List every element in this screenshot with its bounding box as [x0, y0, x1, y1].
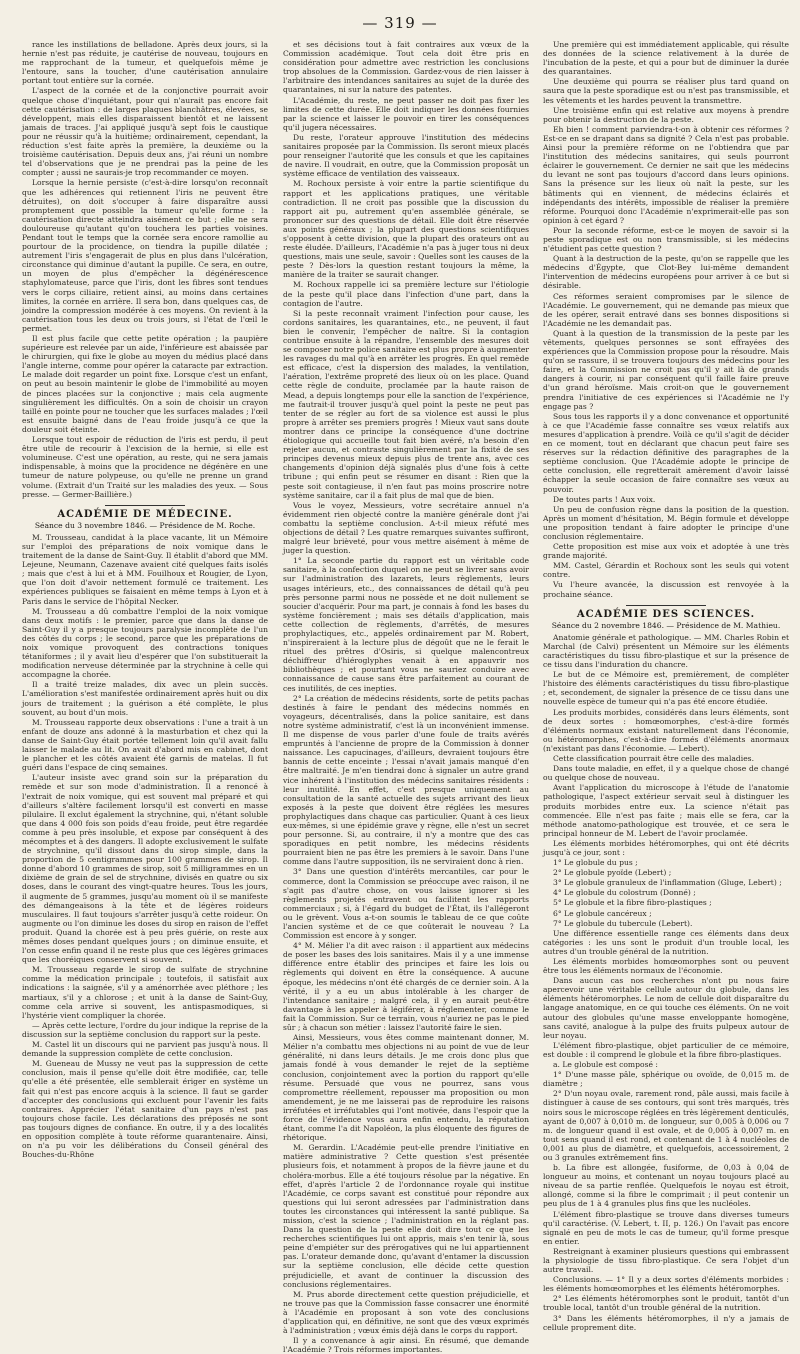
column-2 [283, 40, 529, 1354]
paragraph: M. Rochoux rappelle ici sa première lecture sur l'étiologie de la peste qu'il place dans l'infection d'une part, dans la contagion de l'autre. [283, 280, 529, 308]
list-item: 4° Le globule du colostrum (Donné) ; [553, 888, 696, 898]
paragraph: M. Trousseau a dû combattre l'emploi de la noix vomique dans deux motifs : le premier, parce que dans la danse de Saint-Guy il y a presque toujours paralysie incomplète de l'un des côtés du corps ; le second, parce que les préparations de noix vomique provoquent des contractions toniques tétaniformes ; il y avait lieu d'espérer que l'on substituerait la modification nerveuse déterminée par la strychnine à celle qui accompagne la chorée. [22, 606, 268, 680]
column-1 [22, 40, 268, 1160]
paragraph: L'Académie, du reste, ne peut passer ne doit pas fixer les limites de cette durée. Elle doit indiquer les données fournies par la science et laisser le pouvoir en tirer les conséquences qu'il jugera nécessaires. [283, 95, 529, 132]
paragraph: De toutes parts ! Aux voix. [553, 494, 656, 504]
paragraph: Du reste, l'orateur approuve l'institution des médecins sanitaires proposée par la Commission. Ils seront mieux placés pour renseigner l'autorité que les consuls et que les capitaines de navire. Il voudrait, en outre, que la Commission proposât un système efficace de ventilation des vaisseaux. [283, 132, 529, 179]
paragraph: Vu l'heure avancée, la discussion est renvoyée à la prochaine séance. [543, 580, 789, 599]
paragraph: Cette proposition est mise aux voix et adoptée à une très grande majorité. [543, 542, 789, 561]
paragraph: Les éléments morbides homœomorphes sont ou peuvent être tous les éléments normaux de l'économie. [543, 957, 789, 976]
list-item: 7° Le globule du tubercule (Lebert). [553, 918, 693, 928]
paragraph: Quant à la destruction de la peste, qu'on se rappelle que les médecins d'Égypte, que Clot-Bey lui-même demandent l'intervention de médecins européens pour arriver à ce but si désirable. [543, 254, 789, 291]
paragraph: Il est plus facile que cette petite opération ; la paupière supérieure est relevée par un aide, l'inférieure est abaissée par le chirurgien, qui fixe le globe au moyen du médius placé dans l'angle interne, comme pour opérer la cataracte par extraction. Le malade doit regarder un point fixe. Lorsque c'est un enfant, on peut au besoin maintenir le globe de l'immobilité au moyen de pinces placées sur la conjonctive ; mais cela augmente singulièrement les difficultés. On a soin de choisir un crayon taillé en pointe pour ne toucher que les surfaces malades ; l'œil est ensuite baigné dans de l'eau froide jusqu'à ce que la douleur soit éteinte. [22, 334, 268, 434]
paragraph: Vous le voyez, Messieurs, votre secrétaire annuel n'a évidemment rien objecté contre la manière générale dont j'ai combattu la septième conclusion. A-t-il mieux réfuté mes objections de détail ? Les quatre remarques suivantes suffiront, malgré leur brièveté, pour vous mettre aisément à même de juger la question. [283, 500, 529, 556]
paragraph: M. Prus aborde directement cette question préjudicielle, et ne trouve pas que la Commission fasse consacrer une énormité à l'Académie en proposant à son vote des conclusions d'application qui, en définitive, ne sont que des vœux exprimés à l'administration ; vœux émis déjà dans le corps du rapport. [283, 1289, 529, 1336]
paragraph: 1° D'une masse pâle, sphérique ou ovoïde, de 0,015 m. de diamètre ; [543, 1070, 789, 1089]
paragraph: 4° M. Mélier l'a dit avec raison : il appartient aux médecins de poser les bases des lois sanitaires. Mais il y a une immense différence entre établir des principes et faire les lois ou règlements qui doivent en être la conséquence. A aucune époque, les médecins n'ont été chargés de ce dernier soin. A la vérité, il y a eu un abus intolérable à les charger de l'intendance sanitaire ; malgré cela, il y en aurait peut-être davantage à les appeler à légiférer, à réglementer, comme le fait la Commission. Sur ce terrain, vous n'auriez ne pas le pied sûr ; à chacun son métier : laissez l'autorité faire le sien. [283, 941, 529, 1033]
paragraph: Une deuxième qui pourra se réaliser plus tard quand on saura que la peste sporadique est ou n'est pas transmissible, et les vêtements et les hardes peuvent la transmettre. [543, 77, 789, 105]
paragraph: Ces réformes seraient compromises par le silence de l'Académie. Le gouvernement, qui ne demande pas mieux que de les opérer, serait entravé dans ses bonnes dispositions si l'Académie ne les demandait pas. [543, 291, 789, 328]
paragraph: MM. Castel, Gérardin et Rochoux sont les seuls qui votent contre. [543, 561, 789, 580]
paragraph: Les éléments morbides hétéromorphes, qui ont été décrits jusqu'à ce jour, sont : [543, 838, 789, 857]
paragraph: Une troisième enfin qui est relative aux moyens à prendre pour obtenir la destruction de la peste. [543, 105, 789, 124]
paragraph: Un peu de confusion règne dans la position de la question. Après un moment d'hésitation, M. Bégin formule et développe une proposition tendant à faire adopter le principe d'une conclusion réglementaire. [543, 504, 789, 541]
paragraph: Dans aucun cas nos recherches n'ont pu nous faire apercevoir une véritable cellule autour du globule, dans les éléments hétéromorphes. Le nom de cellule doit disparaître du langage anatomique, en ce qui touche ces éléments. On ne voit autour des globules qu'une masse enveloppante homogène, sans cavité, analogue à la pulpe des fruits pulpeux autour de leur noyau. [543, 976, 789, 1040]
paragraph: Lorsque tout espoir de réduction de l'iris est perdu, il peut être utile de recourir à l'excision de la hernie, si elle est volumineuse. C'est une opération, au reste, qui ne sera jamais indispensable, à moins que la procidence ne dégénère en une tumeur de nature polypeuse, ou qu'elle ne prenne un grand volume. (Extrait d'un Traité sur les maladies des yeux. — Sous presse. — Germer-Baillière.) [22, 435, 268, 499]
paragraph: 3° Dans les éléments hétéromorphes, il n'y a jamais de cellule proprement dite. [543, 1313, 789, 1332]
paragraph: Il y a convenance à agir ainsi. En résumé, que demande l'Académie ? Trois réformes importantes. [283, 1336, 529, 1354]
paragraph: Une première qui est immédiatement applicable, qui résulte des données de la science relativement à la durée de l'incubation de la peste, et qui a pour but de diminuer la durée des quarantaines. [543, 40, 789, 77]
list-item: 3° Le globule granuleux de l'inflammation (Gluge, Lebert) ; [553, 878, 782, 888]
paragraph: Les produits morbides, considérés dans leurs éléments, sont de deux sortes : homœomorphes, c'est-à-dire formés d'éléments normaux existant naturellement dans l'économie, ou hétéromorphes, c'est-à-dire formés d'éléments anormaux (n'existant pas dans l'économie. — Lebert). [543, 707, 789, 753]
session-line: Séance du 3 novembre 1846. — Présidence de M. Roche. [34, 520, 256, 530]
paragraph: L'élément fibro-plastique, objet particulier de ce mémoire, est double : il comprend le globule et la fibre fibro-plastiques. [543, 1040, 789, 1059]
paragraph: M. Gueneau de Mussy ne veut pas la suppression de cette conclusion, mais il pense qu'elle doit être modifiée, car, telle qu'elle a été présentée, elle semblerait ériger en système un fait qui n'est pas encore acquis à la science. Il faut se garder d'accepter des conclusions qui excluent pour l'avenir les faits contraires. Apprécier l'état sanitaire d'un pays n'est pas toujours chose facile. Les déclarations des préposés ne sont pas toujours dignes de confiance. En outre, il y a des localités en opposition complète à toute réforme quarantenaire. Ainsi, on n'a pu voir les délibérations du Conseil général des Bouches-du-Rhône [22, 1059, 268, 1160]
paragraph: M. Castel lit un discours qui ne parvient pas jusqu'à nous. Il demande la suppression complète de cette conclusion. [22, 1040, 268, 1059]
paragraph: Avant l'application du microscope à l'étude de l'anatomie pathologique, l'aspect extérieur servait seul à distinguer les produits morbides entre eux. La science n'était pas commencée. Elle n'est pas faite ; mais elle se fera, car la méthode anatomo-pathologique est trouvée, et ce sera le principal honneur de M. Lebert de l'avoir proclamée. [543, 783, 789, 838]
section-divider [626, 605, 706, 606]
paragraph: Quant à la question de la transmission de la peste par les vêtements, quelques personnes se sont effrayées des expériences que la Commission propose pour la résoudre. Mais qu'on se rassure, il se trouvera toujours des médecins pour les faire, et la Commission ne croit pas qu'il y ait là de grands dangers à courir, ni par conséquent qu'il faille faire preuve d'un grand héroïsme. Mais croit-on que le gouvernement prendra l'initiative de ces expériences si l'Académie ne l'y engage pas ? [543, 328, 789, 411]
paragraph: M. Gerardin. L'Académie peut-elle prendre l'initiative en matière administrative ? Cette question s'est présentée plusieurs fois, et notamment à propos de la fièvre jaune et du choléra-morbus. Elle a été toujours résolue par la négative. En effet, d'après l'article 2 de l'ordonnance royale qui institue l'Académie, ce corps savant est constitué pour répondre aux questions qui lui seront adressées par l'administration dans toutes les circonstances qui intéressent la santé publique. Sa mission, c'est la science ; l'administration en la réglant pas. Dans la question de la peste elle doit dire tout ce que les recherches scientifiques lui ont appris, mais s'en tenir là, sous peine d'empiéter sur des prérogatives qui ne lui appartiennent pas. L'orateur demande donc, qu'avant d'entamer la discussion sur la septième conclusion, elle décide cette question préjudicielle, et avant de continuer la discussion des conclusions réglementaires. [283, 1143, 529, 1289]
paragraph: L'élément fibro-plastique se trouve dans diverses tumeurs qu'il caractérise. (V. Lebert, t. II, p. 126.) On l'avait pas encore signalé en peu de mots le cas de tumeur, qu'il forme presque en entier. [543, 1209, 789, 1246]
paragraph: Pour la seconde réforme, est-ce le moyen de savoir si la peste sporadique est ou non transmissible, si les médecins n'étudient pas cette question ? [543, 225, 789, 254]
session-line: Séance du 2 novembre 1846. — Présidence de M. Mathieu. [551, 620, 781, 630]
paragraph: 2° La création de médecins résidents, sorte de petits pachas destinés à faire le pendant des médecins nommés en voyageurs, décentralisés, dans la police sanitaire, est dans notre système administratif, c'est là un inconvénient immense. Il me dispense de vous parler d'une foule de traits avérés empruntés à l'ancienne de propre de la Commission à donner naissance. Les capucinages, d'ailleurs, devraient toujours être bannis de cette enceinte ; l'essai n'avait jamais manqué d'en être maltraité. Je m'en tiendrai donc à signaler un autre grand vice inhérent à l'institution des médecins sanitaires résidents : leur inutilité. En effet, c'est presque uniquement au consultation de la santé actuelle des sujets arrivant des lieux exposés à la peste que doivent être réglées les mesures prophylactiques dans chaque cas particulier. Quant à ces lieux eux-mêmes, si une épidémie grave y règne, elle n'est un secret pour personne. Si, au contraire, il n'y a montre que des cas sporadiques en petit nombre, les médecins résidents pourraient bien ne pas être les premiers à le savoir. Dans l'une comme dans l'autre supposition, ils ne serviraient donc à rien. [283, 693, 529, 867]
paragraph: L'aspect de la cornée et de la conjonctive pourrait avoir quelque chose d'inquiétant, pour qui n'aurait pas encore fait cette cautérisation : de larges plaques blanchâtres, élevées, se développent, mais elles disparaissent bientôt et ne laissent jamais de traces. J'ai appliqué jusqu'à sept fois le caustique pour ne réussir qu'à la huitième; ordinairement, cependant, la réduction s'est faite après la première, la deuxième ou la troisième cautérisation. Depuis deux ans, j'ai réuni un nombre tel d'observations que je ne prendrai pas la peine de les compter ; aussi ne saurais-je trop recommander ce moyen. [22, 86, 268, 178]
paragraph: M. Trousseau regarde le sirop de sulfate de strychnine comme la médication principale ; toutefois, il satisfait aux indications : la saignée, s'il y a aménorrhée avec pléthore ; les martiaux, s'il y a chlorose ; et unit à la danse de Saint-Guy, comme cela arrive si souvent, les antispasmodiques, si l'hystérie vient compliquer la chorée. [22, 965, 268, 1020]
section-heading-academie-medecine: ACADÉMIE DE MÉDECINE. [57, 508, 233, 520]
paragraph: Sous tous les rapports il y a donc convenance et opportunité à ce que l'Académie fasse connaître ses vœux relatifs aux mesures d'application à prendre. Voilà ce qu'il s'agit de décider en ce moment, tout en déclarant que chacun peut faire ses réserves sur la rédaction définitive des paragraphes de la septième conclusion. Que l'Académie adopte le principe de cette conclusion, elle regretterait amèrement d'avoir laissé échapper la seule occasion de faire connaître ses vœux au pouvoir. [543, 411, 789, 494]
page-number: — 319 — [362, 14, 438, 32]
paragraph: — Après cette lecture, l'ordre du jour indique la reprise de la discussion sur la septième conclusion du rapport sur la peste. [22, 1020, 268, 1039]
paragraph: Cette classification pourrait être celle des maladies. [553, 754, 754, 764]
list-item: 5° Le globule et la fibre fibro-plastiques ; [553, 898, 712, 908]
paragraph: b. La fibre est allongée, fusiforme, de 0,03 à 0,04 de longueur au moins, et contenant un noyau toujours placé au niveau de sa partie renflée. Quelquefois le noyau est étroit, allongé, comme si la fibre le comprimait ; il peut contenir un peu plus de 1 à 4 granules plus fins que les nucléoles. [543, 1163, 789, 1209]
paragraph: et ses décisions tout à fait contraires aux vœux de la Commission académique. Tout cela doit être pris en considération pour admettre avec restriction les conclusions trop absolues de la Commission. Gardez-vous de rien laisser à l'arbitraire des intendances sanitaires au sujet de la durée des quarantaines, ni sur la nature des patentes. [283, 40, 529, 95]
list-item: 1° Le globule du pus ; [553, 858, 638, 868]
paragraph: Restreignant à examiner plusieurs questions qui embrassent la physiologie de tissu fibro-plastique. Ce sera l'objet d'un autre travail. [543, 1246, 789, 1275]
paragraph: Si la peste reconnaît vraiment l'infection pour cause, les cordons sanitaires, les quarantaines, etc., ne peuvent, il faut bien le convenir, l'empêcher de naître. Si la contagion contribue ensuite à la répandre, l'ensemble des mesures doit se composer notre police sanitaire est plus propre à augmenter les ravages du mal qu'à en arrêter les progrès. En quel remède est efficace, c'est la dispersion des malades, la ventilation, l'aération, l'extrême propreté des lieux où on les place. Quand cette règle de conduite, proclamée par la haute raison de Mead, a depuis longtemps pour elle la sanction de l'expérience, me fautrait-il trouver jusqu'à quel point la peste ne peut pas tenter de se régler au fort de sa violence est aussi le plus propre à arrêter ses premiers progrès ! Mieux vaut sans doute montrer dans ce principe la conséquence d'une doctrine étiologique qui accueille tout fait bien avéré, n'a besoin d'en rejeter aucun, et contraste singulièrement par la fixité de ses principes devenus mieux depuis plus de trente ans, avec ces changements d'opinion déjà signalés plus d'une fois à cette tribune ; qui enfin peut se résumer en disant : Rien que la peste soit contagieuse, il n'en faut pas moins proscrire notre système sanitaire, car il a fait plus de mal que de bien. [283, 308, 529, 500]
paragraph: 2° Les éléments hétéromorphes sont le produit, tantôt d'un trouble local, tantôt d'un trouble général de la nutrition. [543, 1294, 789, 1313]
paragraph: M. Trousseau, candidat à la place vacante, lit un Mémoire sur l'emploi des préparations de noix vomique dans le traitement de la danse de Saint-Guy. Il établit d'abord que MM. Lejeune, Neumann, Cazenave avaient cité quelques faits isolés ; mais que c'est à lui et à MM. Fouilhoux et Rougier, de Lyon, que l'on doit d'avoir nettement formulé ce traitement. Les expériences publiques se faisaient en même temps à Lyon et à Paris dans le service de l'hôpital Necker. [22, 532, 268, 606]
paragraph: Il a traité treize malades, dix avec un plein succès. L'amélioration s'est manifestée ordinairement après huit ou dix jours de traitement ; la guérison a été complète, le plus souvent, au bout d'un mois. [22, 680, 268, 717]
paragraph: Anatomie générale et pathologique. — MM. Charles Robin et Marchal (de Calvi) présentent un Mémoire sur les éléments caractéristiques du tissu fibro-plastique et sur la présence de ce tissu dans l'induration du chancre. [543, 632, 789, 670]
paragraph: Dans toute maladie, en effet, il y a quelque chose de changé ou quelque chose de nouveau. [543, 764, 789, 783]
paragraph: Eh bien ! comment parviendra-t-on à obtenir ces réformes ? Est-ce en se drapant dans sa dignité ? Cela n'est pas probable. Ainsi pour la première réforme on ne l'obtiendra que par l'institution des médecins sanitaires, qui seuls pourront éclairer le gouvernement. Ce dernier ne sait que les médecins du levant ne sont pas toujours d'accord dans leurs opinions. Sans la présence sur les lieux où naît la peste, sur les bâtiments qui en viennent, de médecins éclairés et indépendants des intérêts, impossible de réaliser la première réforme. Pourquoi donc l'Académie n'exprimerait-elle pas son opinion à cet égard ? [543, 124, 789, 225]
column-3 [543, 40, 789, 1332]
section-divider [105, 505, 185, 506]
paragraph: 1° La seconde partie du rapport est un véritable code sanitaire, à la confection duquel on ne peut se livrer sans avoir sur l'administration des lazarets, leurs règlements, leurs usages intérieurs, etc., des connaissances de détail qu'à peu près personne parmi nous ne possède et ne doit nullement se soucier d'acquérir. Pour ma part, je connais à fond les bases du système foncièrement ; mais ses détails d'application, mais cette collection de règlements, d'arrêtés, de mesures prophylactiques, etc., appelés ordinairement par M. Robert, n'inspireraient à la lecture plus de dégoût que ne le ferait le rituel des prêtres d'Osiris, si quelque malencontreux déchiffreur d'hiéroglyphes venait à en appauvrir nos bibliothèques ; et pourtant vous ne sauriez conduire avec connaissance de cause sans être parfaitement au courant de ces inutilités, de ces inepties. [283, 556, 529, 693]
paragraph: Conclusions. — 1° Il y a deux sortes d'éléments morbides : les éléments homœomorphes et les éléments hétéromorphes. [543, 1275, 789, 1294]
paragraph: 3° Dans une question d'intérêts mercantiles, car pour le commerce, dont la Commission se préoccupe avec raison, il ne s'agit pas d'autre chose, on vous laisse ignorer si les règlements projetés entravent ou facilitent les rapports commerciaux ; si, à l'égard du budget de l'État, ils l'allégeront ou le grèvent. Vous a-t-on soumis le tableau de ce que coûte l'ancien système et de ce que coûterait le nouveau ? La Commission est encore à y songer. [283, 867, 529, 941]
paragraph: rance les instillations de belladone. Après deux jours, si la hernie n'est pas réduite, je cautérise de nouveau, toujours en me rapprochant de la tumeur, et quelquefois même je l'entoure, sans la toucher, d'une cautérisation annulaire portant tout entière sur la cornée. [22, 40, 268, 86]
paragraph: M. Trousseau rapporte deux observations : l'une a trait à un enfant de douze ans adonné à la masturbation et chez qui la danse de Saint-Guy était portée tellement loin qu'il avait fallu laisser le malade au lit. On avait d'abord mis en cabinet, dont le plancher et les côtés avaient été garnis de matelas. Il fut guéri dans l'espace de cinq semaines. [22, 717, 268, 773]
paragraph: 2° D'un noyau ovale, rarement rond, pâle aussi, mais facile à distinguer à cause de ses contours, qui sont très marqués, très noirs sous le microscope réglées en très légèrement denticulés, ayant de 0,007 à 0,010 m. de longueur, sur 0,005 à 0,006 ou 7 m. de longueur quand il est ovale, et de 0,005 à 0,007 m. en tout sens quand il est rond, et contenant de 1 à 4 nucléoles de 0,001 au plus de diamètre, et quelquefois, accessoirement, 2 ou 3 granules extrêmement fins. [543, 1089, 789, 1162]
paragraph: M. Rochoux persiste à voir entre la partie scientifique du rapport et les applications pratiques, une véritable contradiction. Il ne croit pas possible que la discussion du rapport ait pu, autrement qu'en assemblée générale, se prononcer sur des questions de détail. Elle doit être réservée aux points généraux ; la plupart des questions scientifiques s'opposent à cette division, que la plupart des orateurs ont au reste éludée. D'ailleurs, l'Académie n'a pas à juger tous ni deux questions, mais une seule, savoir : Quelles sont les causes de la peste ? Dès-lors la question restant toujours la même, la manière de la traiter se saurait changer. [283, 179, 529, 280]
paragraph: Une différence essentielle range ces éléments dans deux catégories : les uns sont le produit d'un trouble local, les autres d'un trouble général de la nutrition. [543, 928, 789, 956]
list-item: 2° Le globule pyoïde (Lebert) ; [553, 868, 672, 878]
paragraph: Le but de ce Mémoire est, premièrement, de compléter l'histoire des éléments caractéristiques du tissu fibro-plastique ; et, secondement, de signaler la présence de ce tissu dans une nouvelle espèce de tumeur qui n'a pas été encore étudiée. [543, 670, 789, 707]
paragraph: Lorsque la hernie persiste (c'est-à-dire lorsqu'on reconnaît que les adhérences qui retiennent l'iris ne peuvent être détruites), on doit s'occuper à faire disparaître aussi promptement que possible la tumeur qu'elle forme : la cautérisation directe atteindra aisément ce but ; elle ne sera douloureuse qu'autant qu'on touchera les parties voisines. Pendant tout le temps que la cornée sera encore ramollie au pourtour de la procidence, on tiendra la pupille dilatée ; autrement l'iris s'engagerait de plus en plus dans l'ulcération, circonstance qui diminue d'autant la pupille. Ce sera, en outre, un moyen de plus d'empêcher la dégénérescence staphylomateuse, parce que l'iris, dont les fibres sont tendues vers le corps ciliaire, retient ainsi, au moins dans certaines limites, la cornée en arrière. Il sera bon, dans quelques cas, de joindre la compression modérée à ces moyens. On revient à la cautérisation tous les deux ou trois jours, si l'état de l'œil le permet. [22, 178, 268, 333]
paragraph: a. Le globule est composé : [553, 1060, 658, 1070]
paragraph: Ainsi, Messieurs, vous êtes comme maintenant donner, M. Mélier n'a combattu mes objections ni au point de vue de leur généralité, ni dans leurs détails. Je me crois donc plus que jamais fondé à vous demander le rejet de la septième conclusion, conjointement avec la portion du rapport qu'elle résume. Persuadé que vous ne pourrez, sans vous compromettre réellement, repousser ma proposition ou mon amendement, je ne me laisserai pas de reproduire les raisons irréfutées et irréfutables qui l'ont motivée, dans l'espoir que la force de l'évidence vous aura enfin entendu, la réputation étant, comme l'a dit Napoléon, la plus éloquente des figures de rhétorique. [283, 1033, 529, 1143]
section-heading-academie-sciences: ACADÉMIE DES SCIENCES. [576, 608, 756, 620]
list-item: 6° Le globule cancéreux ; [553, 908, 652, 918]
paragraph: L'auteur insiste avec grand soin sur la préparation du remède et sur son mode d'administration. Il a renoncé à l'extrait de noix vomique, qui est souvent mal préparé et qui d'ailleurs s'altère facilement lorsqu'il est converti en masse pilulaire. Il exclut également la strychnine, qui, n'étant soluble que dans 4 000 fois son poids d'eau froide, peut être regardée comme à peu près insoluble, et expose par conséquent à des mécomptes et à des dangers. Il adopte exclusivement le sulfate de strychnine, qu'il dissout dans du sirop simple, dans la proportion de 5 centigrammes pour 100 grammes de sirop. Il donne d'abord 10 grammes de sirop, soit 5 milligrammes en un dixième de grain de sel de strychnine, divisés en quatre ou six doses, dans le courant des vingt-quatre heures. Tous les jours, il augmente de 5 grammes, jusqu'au moment où il se manifeste des démangeaisons à la tête et de légères roideurs musculaires. Il faut toujours s'arrêter jusqu'à cette roideur. On augmente ou l'on diminue les doses du sirop en raison de l'effet produit. Quand la chorée est à peu près guérie, on reste aux mêmes doses pendant quelques jours ; on diminue ensuite, et l'on cesse enfin quand il ne reste plus que ces légères grimaces que les choréiques conservent si souvent. [22, 773, 268, 965]
